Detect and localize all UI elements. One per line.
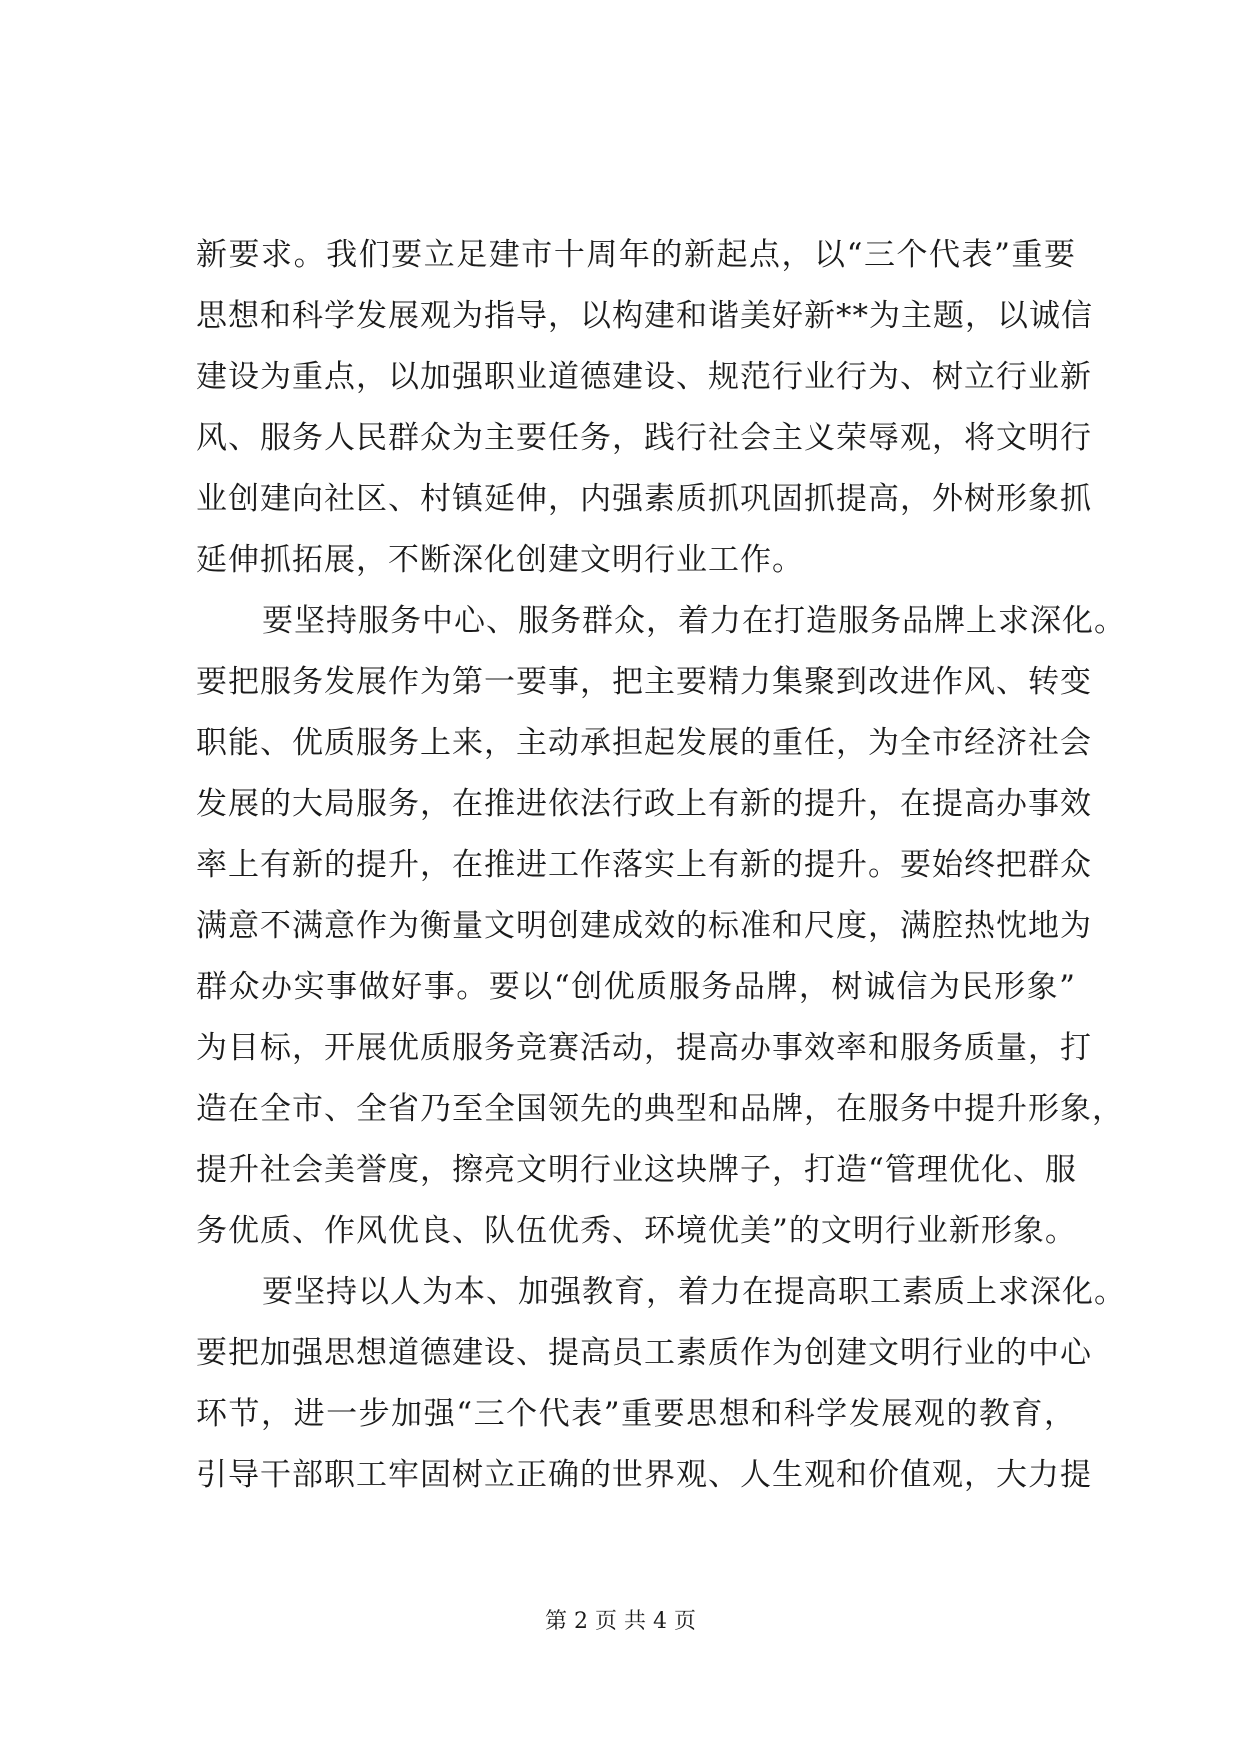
text-line: 提升社会美誉度，擦亮文明行业这块牌子，打造“管理优化、服 (196, 1152, 1077, 1188)
text-line: 风、服务人民群众为主要任务，践行社会主义荣辱观，将文明行 (196, 420, 1092, 456)
text-line: 造在全市、全省乃至全国领先的典型和品牌，在服务中提升形象， (196, 1091, 1124, 1127)
text-line: 职能、优质服务上来，主动承担起发展的重任，为全市经济社会 (196, 725, 1092, 761)
text-line: 业创建向社区、村镇延伸，内强素质抓巩固抓提高，外树形象抓 (196, 481, 1092, 517)
text-line: 新要求。我们要立足建市十周年的新起点，以“三个代表”重要 (196, 237, 1076, 273)
text-line: 要把服务发展作为第一要事，把主要精力集聚到改进作风、转变 (196, 664, 1092, 700)
text-line: 率上有新的提升，在推进工作落实上有新的提升。要始终把群众 (196, 847, 1092, 883)
text-line: 建设为重点，以加强职业道德建设、规范行业行为、树立行业新 (196, 359, 1092, 395)
text-line: 要把加强思想道德建设、提高员工素质作为创建文明行业的中心 (196, 1335, 1092, 1371)
text-line: 延伸抓拓展，不断深化创建文明行业工作。 (196, 542, 804, 578)
document-body (196, 225, 1126, 1506)
text-line: 要坚持服务中心、服务群众，着力在打造服务品牌上求深化。 (262, 603, 1126, 639)
paragraph-3 (196, 1262, 1126, 1506)
text-line: 思想和科学发展观为指导，以构建和谐美好新**为主题，以诚信 (196, 298, 1093, 334)
text-line: 环节，进一步加强“三个代表”重要思想和科学发展观的教育， (196, 1396, 1076, 1432)
text-line: 为目标，开展优质服务竞赛活动，提高办事效率和服务质量，打 (196, 1030, 1092, 1066)
paragraph-2 (196, 591, 1126, 1262)
text-line: 群众办实事做好事。要以“创优质服务品牌，树诚信为民形象” (196, 969, 1076, 1005)
text-line: 引导干部职工牢固树立正确的世界观、人生观和价值观，大力提 (196, 1457, 1092, 1493)
text-line: 发展的大局服务，在推进依法行政上有新的提升，在提高办事效 (196, 786, 1092, 822)
text-line: 务优质、作风优良、队伍优秀、环境优美”的文明行业新形象。 (196, 1213, 1077, 1249)
text-line: 要坚持以人为本、加强教育，着力在提高职工素质上求深化。 (262, 1274, 1126, 1310)
text-line: 满意不满意作为衡量文明创建成效的标准和尺度，满腔热忱地为 (196, 908, 1092, 944)
paragraph-1 (196, 225, 1093, 591)
page-number-footer: 第 2 页 共 4 页 (545, 1609, 696, 1634)
